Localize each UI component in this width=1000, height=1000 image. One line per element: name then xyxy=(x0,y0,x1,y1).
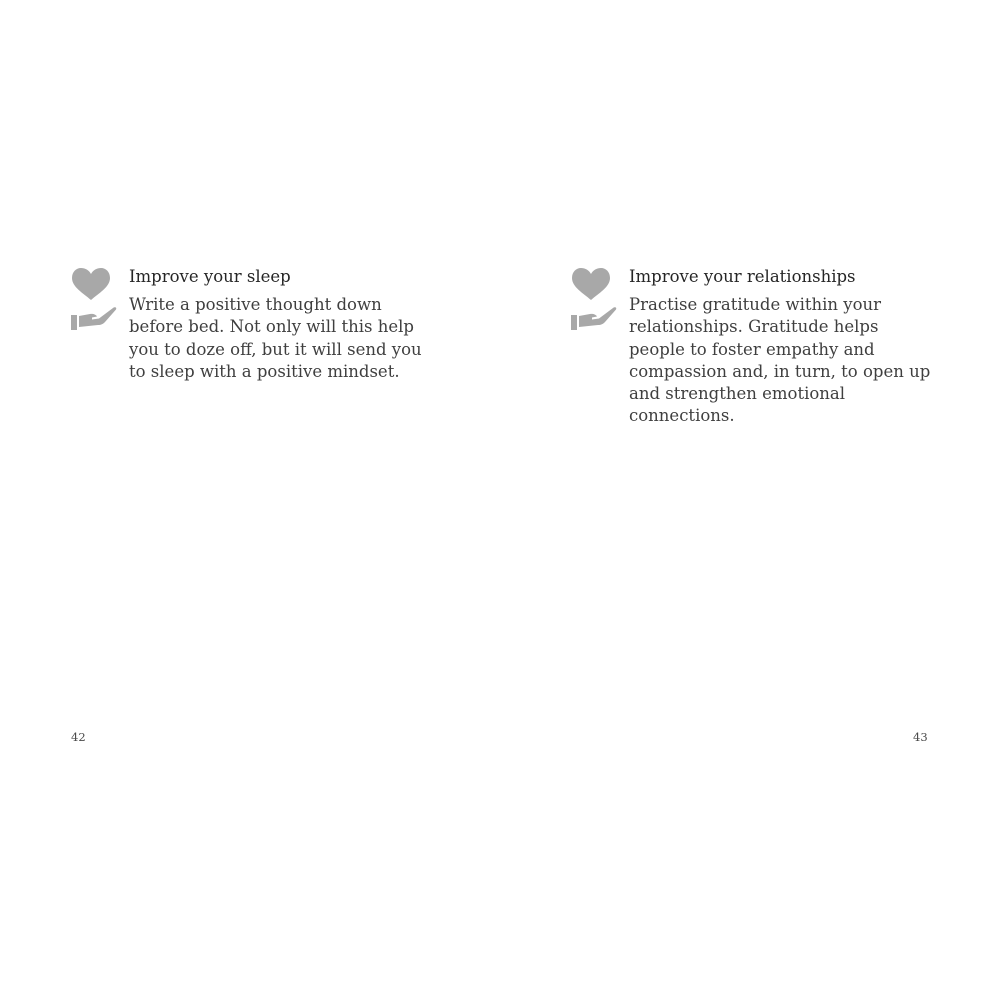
tip-body: Write a positive thought down before bed. Not only will this help you to doze off, but it will send you to sleep with a positive mindset. xyxy=(129,295,422,381)
tip-text xyxy=(129,262,439,383)
page-number: 43 xyxy=(913,730,928,744)
page-number: 42 xyxy=(71,730,86,744)
tip-text xyxy=(629,262,939,428)
heart-in-hand-icon xyxy=(70,266,118,336)
tip-title: Improve your sleep xyxy=(129,267,291,286)
right-page xyxy=(500,0,1000,1000)
tip-title: Improve your relationships xyxy=(629,267,856,286)
tip-body: Practise gratitude within your relationships. Gratitude helps people to foster empathy and compassion and, in turn, to open up and strengthen emotional connections. xyxy=(629,295,931,426)
heart-in-hand-icon xyxy=(570,266,618,336)
